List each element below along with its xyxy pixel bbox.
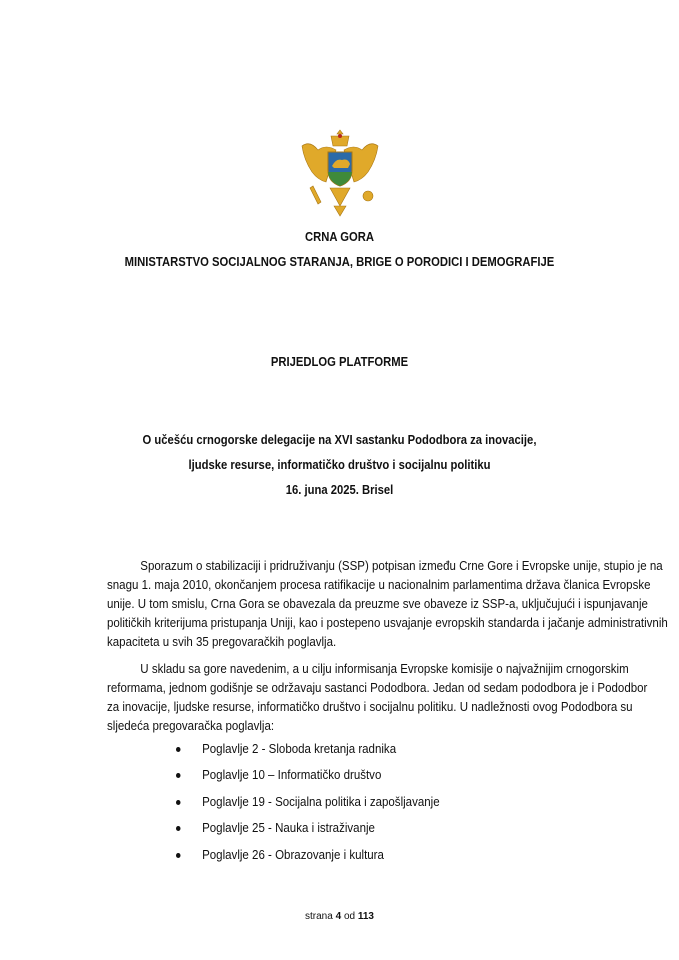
text-line: za inovacije, ljudske resurse, informatičko društvo i socijalnu politiku. U nadležnosti ovog Pododbora su (107, 699, 633, 714)
bullet-icon (176, 747, 181, 752)
text-line: sljedeća pregovaračka poglavlja: (107, 718, 275, 733)
list-item (176, 741, 396, 756)
country-name: CRNA GORA (305, 230, 374, 244)
list-item (176, 847, 384, 862)
chapter-label: Poglavlje 10 – Informatičko društvo (202, 767, 382, 782)
list-item (176, 820, 375, 835)
list-item (176, 794, 440, 809)
subject-line-2: ljudske resurse, informatičko društvo i socijalnu politiku (188, 458, 491, 472)
chapter-label: Poglavlje 19 - Socijalna politika i zapošljavanje (202, 794, 440, 809)
text-line: kapaciteta u svih 35 pregovaračkih poglavlja. (107, 634, 337, 649)
coat-of-arms-emblem (300, 128, 380, 218)
bullet-icon (176, 853, 181, 858)
paragraph-subcommittee (107, 659, 648, 735)
bullet-icon (176, 800, 181, 805)
text-line: reformama, jednom godišnje se održavaju sastanci Pododbora. Jedan od sedam pododbora je i Pododbor (107, 680, 648, 695)
text-line: političkih kriterijuma pristupanja Uniji, kao i postepeno usvajanje evropskih standarda i jačanje administrativnih (107, 615, 668, 630)
page-number (0, 911, 679, 922)
subject-date: 16. juna 2025. Brisel (285, 483, 394, 497)
ministry-name: MINISTARSTVO SOCIJALNOG STARANJA, BRIGE O PORODICI I DEMOGRAFIJE (124, 255, 555, 269)
document-type: PRIJEDLOG PLATFORME (270, 355, 409, 369)
text-line: unije. U tom smislu, Crna Gora se obavezala da preuzme sve obaveze iz SSP-a, uključujući i ispunjavanje (107, 596, 648, 611)
chapter-label: Poglavlje 25 - Nauka i istraživanje (202, 820, 375, 835)
chapter-label: Poglavlje 26 - Obrazovanje i kultura (202, 847, 384, 862)
subject-line-1: O učešću crnogorske delegacije na XVI sastanku Pododbora za inovacije, (142, 433, 537, 447)
current-page: 4 (335, 911, 342, 922)
page-prefix: strana (305, 911, 333, 922)
bullet-icon (176, 773, 181, 778)
text-line: snagu 1. maja 2010, okončanjem procesa ratifikacije u nacionalnim parlamentima država članica Evropske (107, 577, 651, 592)
list-item (176, 767, 381, 782)
text-line: U skladu sa gore navedenim, a u cilju informisanja Evropske komisije o najvažnijim crnogorskim (140, 661, 629, 676)
paragraph-ssp (107, 556, 668, 651)
chapter-label: Poglavlje 2 - Sloboda kretanja radnika (202, 741, 397, 756)
page-of: od (343, 911, 356, 922)
text-line: Sporazum o stabilizaciji i pridruživanju (SSP) potpisan između Crne Gore i Evropske unije, stupio je na (140, 558, 663, 573)
bullet-icon (176, 826, 181, 831)
total-pages: 113 (357, 911, 374, 922)
